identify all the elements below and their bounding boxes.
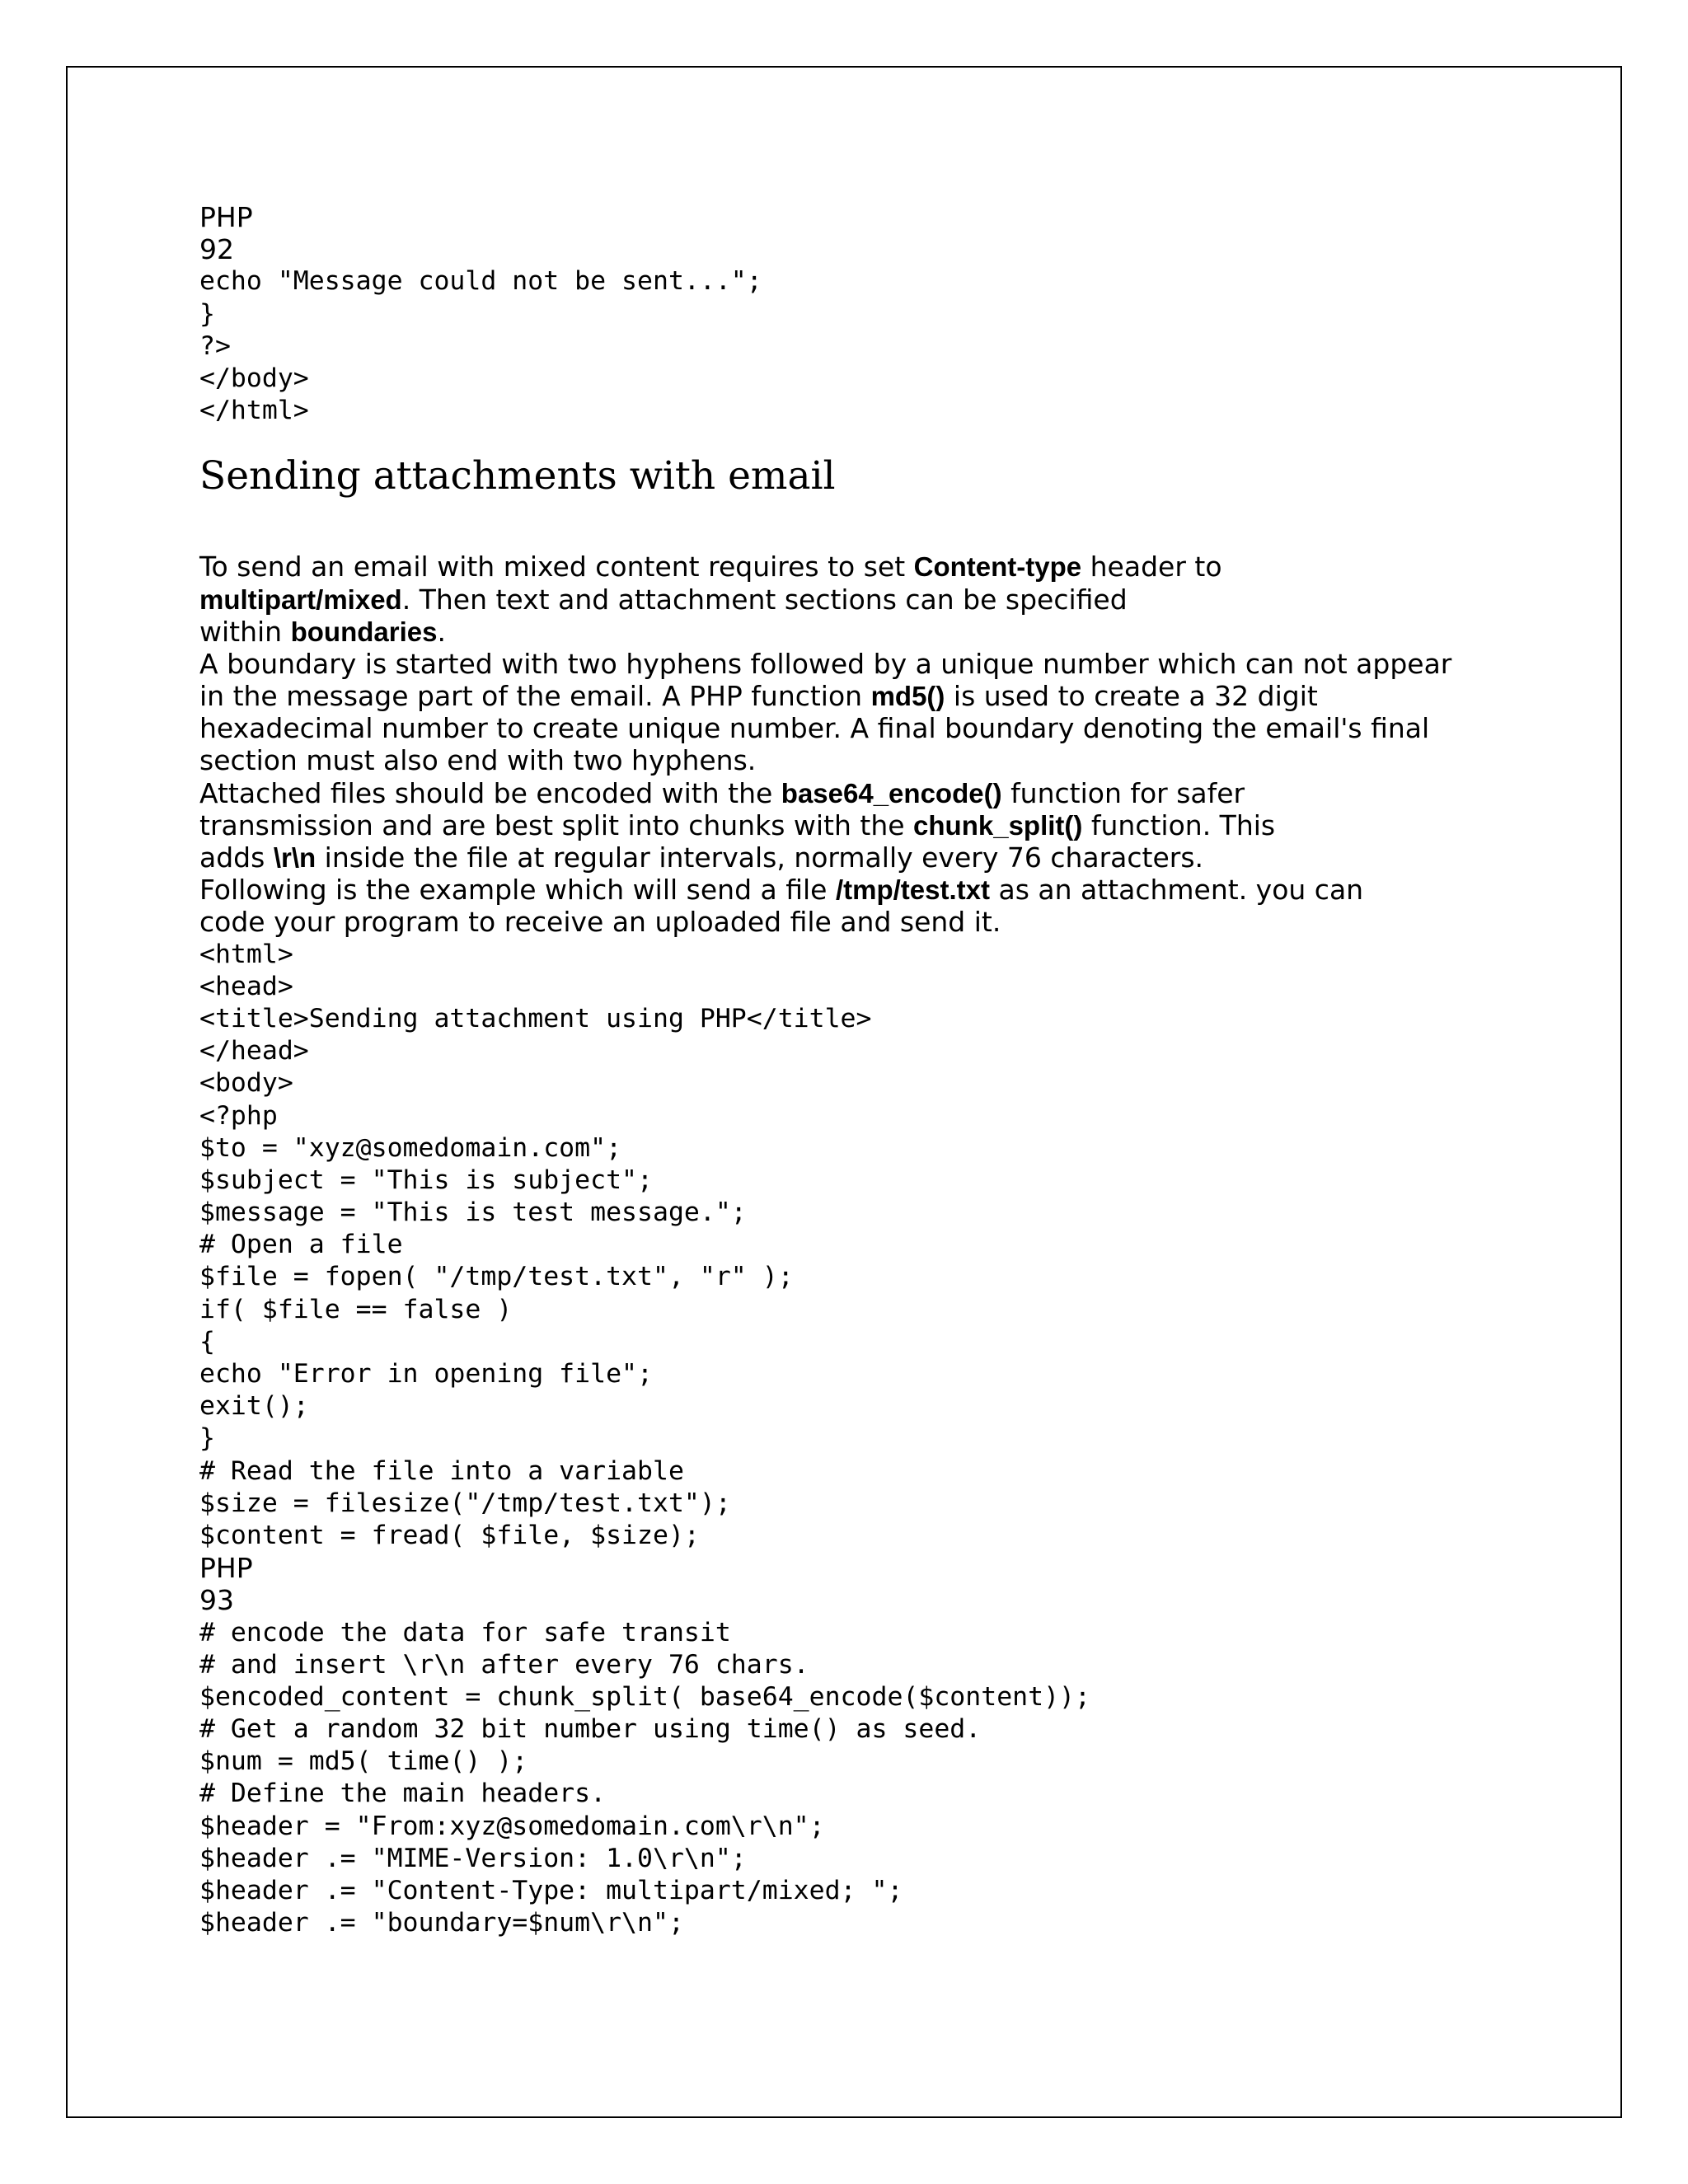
paragraph-line: code your program to receive an uploaded file and send it. (199, 906, 1001, 939)
code-line: $encoded_content = chunk_split( base64_encode($content)); (199, 1681, 1090, 1712)
bold-term: /tmp/test.txt (835, 874, 990, 906)
code-line: # encode the data for safe transit (199, 1617, 731, 1647)
bold-term: md5() (870, 681, 945, 712)
code-line: echo "Error in opening file"; (199, 1359, 653, 1389)
document-content (199, 201, 1518, 1939)
code-line: } (199, 298, 215, 329)
bold-term: multipart/mixed (199, 583, 402, 615)
text-run: as an attachment. you can (990, 874, 1364, 907)
code-line: # Define the main headers. (199, 1779, 607, 1809)
code-line: $subject = "This is subject"; (199, 1165, 653, 1195)
code-line: <title>Sending attachment using PHP</title> (199, 1003, 872, 1033)
code-line: <head> (199, 971, 293, 1001)
text-run: To send an email with mixed content requires to set (199, 551, 914, 583)
paragraph-line: section must also end with two hyphens. (199, 744, 757, 777)
code-line: # Get a random 32 bit number using time() as seed. (199, 1714, 982, 1745)
code-block (199, 939, 1518, 1553)
paragraph-line (199, 616, 1518, 648)
section-heading: Sending attachments with email (199, 453, 836, 499)
code-line: $header = "From:xyz@somedomain.com\r\n"; (199, 1811, 825, 1841)
text-run: function for safer (1001, 776, 1245, 809)
code-line: $content = fread( $file, $size); (199, 1520, 700, 1550)
page-header-label: PHP (199, 201, 253, 233)
bold-term: chunk_split() (913, 809, 1083, 841)
paragraph-line (199, 680, 1518, 712)
bold-term: boundaries (290, 616, 438, 647)
paragraph-line (199, 809, 1518, 841)
page-number: 92 (199, 233, 234, 266)
code-line: # Read the file into a variable (199, 1455, 684, 1486)
paragraph-line: A boundary is started with two hyphens followed by a unique number which can not appear (199, 647, 1452, 680)
code-line: $to = "xyz@somedomain.com"; (199, 1132, 622, 1163)
code-line: # Open a file (199, 1230, 403, 1260)
code-line: # and insert \r\n after every 76 chars. (199, 1649, 809, 1680)
code-line: <body> (199, 1068, 293, 1099)
code-line: $file = fopen( "/tmp/test.txt", "r" ); (199, 1262, 794, 1292)
text-run: in the message part of the email. A PHP function (199, 680, 871, 713)
code-line: <html> (199, 939, 293, 969)
bold-term: \r\n (273, 842, 316, 873)
code-line: $header .= "Content-Type: multipart/mixed; "; (199, 1876, 903, 1905)
code-line: </html> (199, 396, 309, 426)
code-line: if( $file == false ) (199, 1294, 513, 1324)
text-run: within (199, 615, 291, 648)
code-line: } (199, 1423, 215, 1454)
code-line: ?> (199, 330, 231, 361)
text-run: transmission and are best split into chunks with the (199, 808, 914, 841)
paragraph-line (199, 874, 1518, 906)
code-line: $size = filesize("/tmp/test.txt"); (199, 1488, 731, 1518)
page-number: 93 (199, 1584, 234, 1617)
text-run: . Then text and attachment sections can be specified (401, 583, 1128, 616)
text-run: Following is the example which will send a file (199, 874, 836, 907)
code-line: $num = md5( time() ); (199, 1746, 528, 1777)
paragraph-line (199, 777, 1518, 809)
code-line: exit(); (199, 1391, 309, 1422)
paragraph-line: hexadecimal number to create unique number. A final boundary denoting the email's final (199, 712, 1430, 745)
code-line: </head> (199, 1036, 309, 1066)
top-code-block (199, 265, 1518, 427)
bold-term: Content-type (913, 551, 1082, 583)
text-run: adds (199, 841, 274, 874)
text-run: Attached files should be encoded with the (199, 776, 781, 809)
paragraph-line (199, 551, 1518, 583)
code-line: $header .= "boundary=$num\r\n"; (199, 1908, 684, 1938)
code-line: echo "Message could not be sent..."; (199, 266, 762, 297)
code-line: { (199, 1326, 215, 1357)
text-run: function. This (1082, 808, 1276, 841)
paragraph-line (199, 583, 1518, 616)
code-line: <?php (199, 1100, 278, 1131)
code-line: $header .= "MIME-Version: 1.0\r\n"; (199, 1843, 747, 1873)
paragraph-line (199, 841, 1518, 874)
page-header-label: PHP (199, 1552, 253, 1585)
code-line: </body> (199, 363, 309, 393)
bold-term: base64_encode() (781, 777, 1002, 808)
code-line: $message = "This is test message."; (199, 1197, 747, 1228)
text-run: header to (1081, 551, 1222, 583)
text-run: inside the file at regular intervals, normally every 76 characters. (316, 841, 1204, 874)
text-run: . (437, 615, 446, 648)
text-run: is used to create a 32 digit (945, 680, 1318, 713)
body-paragraph (199, 551, 1518, 938)
code-block (199, 1617, 1518, 1940)
